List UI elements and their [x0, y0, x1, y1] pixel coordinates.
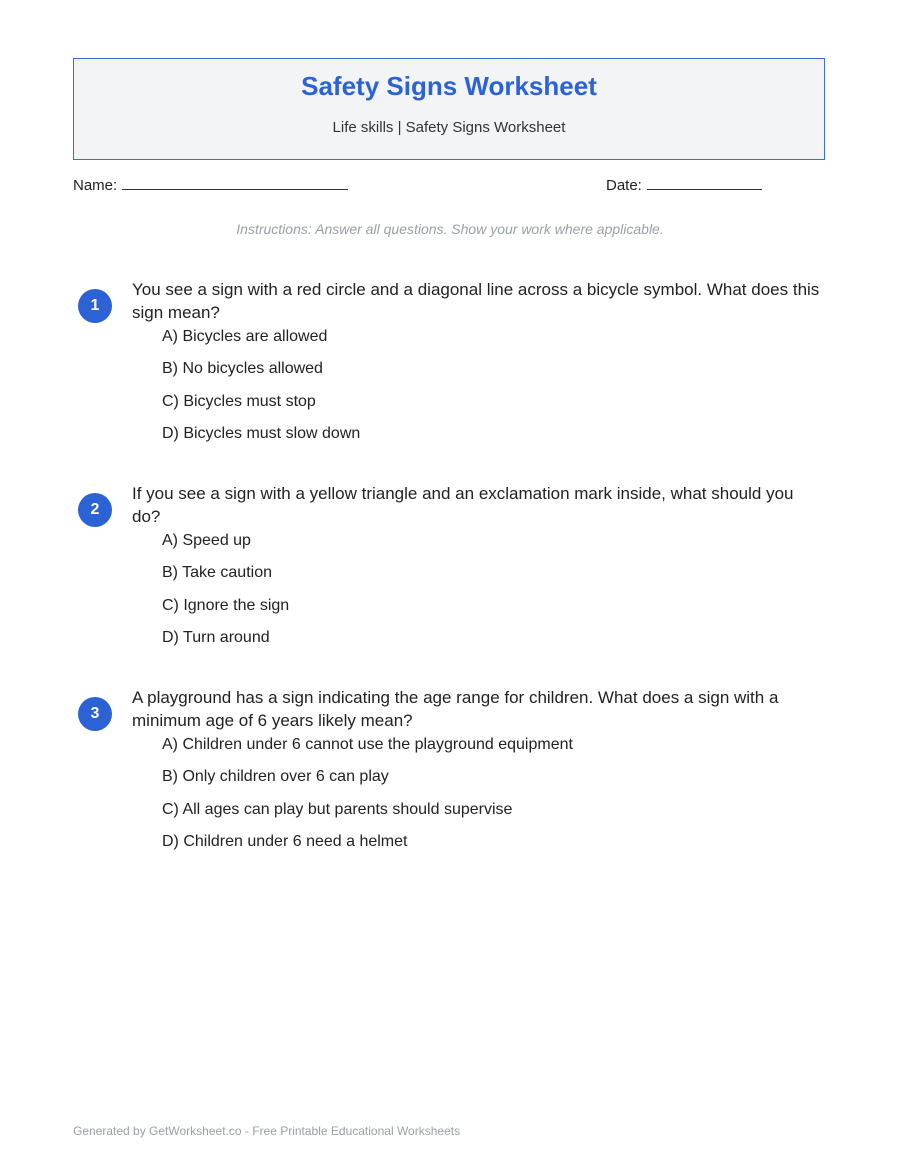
question-number-badge: 2	[78, 493, 112, 527]
answer-option: D) Bicycles must slow down	[162, 424, 361, 442]
answer-option: C) All ages can play but parents should supervise	[162, 800, 513, 818]
question-number-badge: 1	[78, 289, 112, 323]
answer-option: A) Speed up	[162, 532, 251, 549]
answer-option: D) Children under 6 need a helmet	[162, 832, 408, 850]
answer-option: A) Children under 6 cannot use the playground equipment	[162, 736, 573, 753]
instructions-text: Instructions: Answer all questions. Show your work where applicable.	[236, 221, 664, 237]
answer-options	[162, 735, 573, 864]
answer-option: C) Ignore the sign	[162, 596, 290, 614]
date-label: Date:	[606, 177, 642, 194]
question-text: A playground has a sign indicating the age range for children. What does a sign with a minimum age of 6 years likely mean?	[132, 688, 779, 730]
answer-option: A) Bicycles are allowed	[162, 328, 328, 345]
answer-option: B) No bicycles allowed	[162, 360, 323, 378]
date-field	[606, 177, 762, 194]
answer-options	[162, 531, 289, 660]
question-text: You see a sign with a red circle and a diagonal line across a bicycle symbol. What does this sign mean?	[132, 280, 820, 322]
worksheet-header	[73, 58, 825, 160]
answer-options	[162, 327, 360, 456]
answer-option: B) Take caution	[162, 564, 272, 582]
name-label: Name:	[73, 177, 118, 194]
answer-option: B) Only children over 6 can play	[162, 768, 389, 786]
worksheet-subtitle: Life skills | Safety Signs Worksheet	[332, 119, 566, 136]
question-number-badge: 3	[78, 697, 112, 731]
worksheet-title: Safety Signs Worksheet	[301, 71, 597, 101]
answer-option: C) Bicycles must stop	[162, 392, 316, 410]
name-blank-line[interactable]	[122, 177, 348, 190]
answer-option: D) Turn around	[162, 628, 270, 646]
footer-credit: Generated by GetWorksheet.co - Free Printable Educational Worksheets	[73, 1124, 461, 1138]
date-blank-line[interactable]	[647, 177, 762, 190]
name-field	[73, 177, 348, 194]
question-text: If you see a sign with a yellow triangle and an exclamation mark inside, what should you do?	[132, 484, 794, 526]
